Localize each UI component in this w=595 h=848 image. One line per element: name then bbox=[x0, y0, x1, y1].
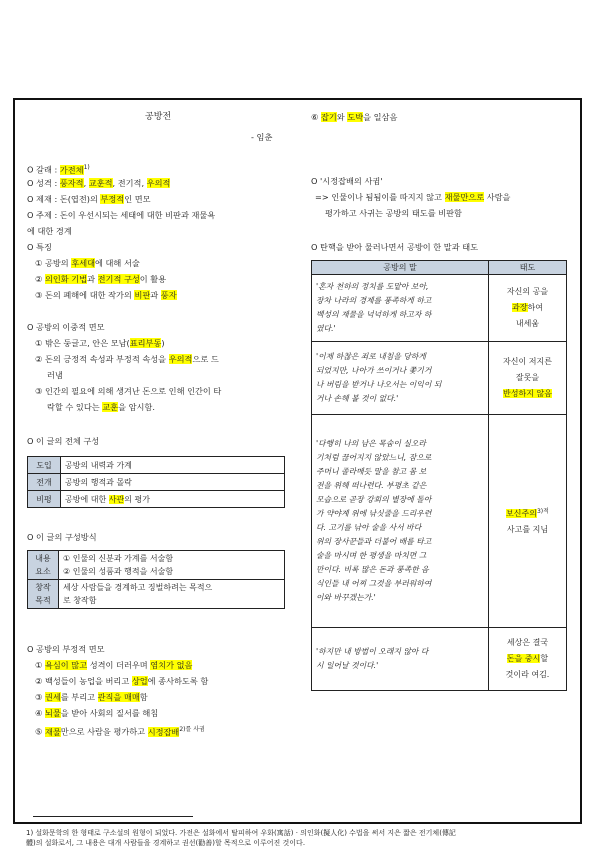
footnote-1b: 體)의 설화로서, 그 내용은 대개 사람들을 경계하고 권선(勸善)할 목적으로 이루어진 것이다. bbox=[26, 839, 306, 847]
highlighted-text: 가전체 bbox=[59, 164, 84, 175]
text-segment: 내세움 bbox=[515, 319, 540, 328]
nature bbox=[27, 178, 170, 189]
footnote-marker: 2)를 사귐 bbox=[179, 726, 205, 733]
structure-row bbox=[28, 457, 285, 474]
dual-3a: ③ 인간의 필요에 의해 생겨난 돈으로 인해 인간이 타 bbox=[35, 386, 222, 396]
text-segment: 자신의 공을 bbox=[506, 287, 549, 296]
words-line: '혼자 천하의 정치를 도맡아 보아, bbox=[316, 282, 429, 291]
words-row bbox=[312, 628, 567, 691]
text-segment: 에 대해 서술 bbox=[95, 258, 140, 268]
words-line: '다행히 나의 남은 목숨이 실오라 bbox=[316, 439, 426, 448]
method-value-2 bbox=[59, 580, 285, 609]
sijeong-line-2: 평가하고 사귀는 공방의 태도를 비판함 bbox=[325, 208, 462, 218]
words-attitude-table bbox=[311, 260, 567, 691]
highlighted-text: 풍자 bbox=[160, 290, 177, 300]
words-line: 되었지만, 나아가 쓰이거나 쫓기거 bbox=[316, 366, 432, 375]
text-segment: ① 밖은 둥글고, 안은 모남( bbox=[35, 338, 130, 348]
highlighted-text: 반성하지 않음 bbox=[503, 389, 552, 398]
highlighted-text: 잡기 bbox=[320, 112, 337, 122]
text-segment: 자신이 저지른 bbox=[503, 357, 552, 366]
highlighted-text: 재물만으로 bbox=[444, 192, 485, 202]
text-segment: ② 백성들이 농업을 버리고 bbox=[35, 676, 132, 686]
text-segment: 함 bbox=[139, 692, 148, 702]
attitude-cell bbox=[489, 628, 567, 691]
text-segment: 에 종사하도록 함 bbox=[147, 676, 209, 686]
structure-heading: O 이 글의 전체 구성 bbox=[27, 436, 100, 446]
words-col-header: 공방의 말 bbox=[312, 261, 489, 275]
highlighted-text: 욕심이 많고 bbox=[44, 660, 88, 670]
negative-heading: O 공방의 부정적 면모 bbox=[27, 644, 105, 654]
words-line: 였다.' bbox=[316, 324, 336, 333]
negative-4 bbox=[35, 708, 158, 719]
negative-3 bbox=[35, 692, 148, 703]
words-line: 장차 나라의 경제를 풍족하게 하고 bbox=[316, 296, 432, 305]
words-line: 위의 장사꾼들과 더불어 배를 타고 bbox=[316, 537, 432, 546]
method-key-2a: 창작 bbox=[35, 583, 51, 592]
highlighted-text: 재물 bbox=[44, 726, 61, 737]
method-value-2a: 세상 사람들을 경계하고 징벌하려는 목적으 bbox=[63, 583, 213, 592]
author: - 임춘 bbox=[251, 132, 273, 142]
words-line: 백성의 재물을 넉넉하게 하고자 하 bbox=[316, 310, 432, 319]
method-key-1a: 내용 bbox=[35, 554, 51, 563]
text-segment: 인 면모 bbox=[124, 194, 151, 204]
dual-1 bbox=[35, 338, 165, 349]
highlighted-text: 도박 bbox=[347, 112, 364, 122]
highlighted-text: 시정잡배 bbox=[147, 726, 180, 737]
highlighted-text: 풍자적 bbox=[59, 178, 84, 188]
footnote-divider bbox=[33, 816, 193, 817]
text-segment: 락할 수 있다는 bbox=[47, 402, 103, 412]
feature-heading: O 특징 bbox=[27, 242, 52, 252]
theme-line-2: 에 대한 경계 bbox=[27, 226, 72, 236]
highlighted-text: 우의적 bbox=[168, 354, 193, 364]
structure-key: 전개 bbox=[28, 474, 61, 491]
negative-2 bbox=[35, 676, 208, 687]
text-segment: ⑤ bbox=[35, 726, 45, 737]
text-segment: O 제재 : 돈(엽전)의 bbox=[27, 194, 101, 204]
attitude-col-header: 태도 bbox=[489, 261, 567, 275]
text-segment: 으로 드 bbox=[192, 354, 219, 364]
text-segment: ③ bbox=[35, 692, 45, 702]
structure-row bbox=[28, 474, 285, 491]
words-line: 이와 바꾸겠는가.' bbox=[316, 593, 376, 602]
text-segment: 공방의 행적과 몰락 bbox=[65, 477, 132, 487]
method-table bbox=[27, 550, 285, 609]
text-segment: O 갈래 : bbox=[27, 164, 60, 175]
footnote-1a: 1) 설화문학의 한 형태로 구소설의 원형이 되었다. 가전은 설화에서 탈피하여 우화(寓話) · 의인화(擬人化) 수법을 써서 지은 짧은 전기체(傳記 bbox=[26, 829, 456, 837]
text-segment: 공방의 내력과 가계 bbox=[65, 460, 132, 470]
highlighted-text: 비판 bbox=[134, 290, 151, 300]
highlighted-text: 권세 bbox=[44, 692, 61, 702]
attitude-line bbox=[493, 284, 562, 300]
text-segment: 것이라 여김. bbox=[505, 670, 550, 679]
structure-row bbox=[28, 491, 285, 508]
text-segment: 과 bbox=[87, 274, 98, 284]
highlighted-text: 염치가 없음 bbox=[150, 660, 193, 670]
highlighted-text: 전기적 구성 bbox=[97, 274, 140, 284]
words-line: 주머니 졸라매듯 말을 참고 몸 보 bbox=[316, 467, 427, 476]
negative-5 bbox=[35, 724, 205, 738]
method-value-1a: ① 인물의 신분과 가계를 서술함 bbox=[63, 554, 174, 563]
words-line: 모습으로 곧장 강회의 별장에 돌아 bbox=[316, 495, 432, 504]
text-segment: 를 부리고 bbox=[60, 692, 98, 702]
text-segment: ① bbox=[35, 660, 45, 670]
method-value-1 bbox=[59, 551, 285, 580]
text-segment: , bbox=[83, 178, 89, 188]
structure-value bbox=[61, 491, 285, 508]
dual-3b bbox=[47, 402, 155, 413]
text-segment: ⑥ bbox=[311, 112, 321, 122]
method-value-1b: ② 인물의 성품과 행적을 서술함 bbox=[63, 567, 174, 576]
highlighted-text: 뇌물 bbox=[44, 708, 61, 718]
words-line: 전을 위해 떠나련다. 부평초 같은 bbox=[316, 481, 427, 490]
text-segment: 할 bbox=[540, 654, 549, 663]
text-segment: ) bbox=[161, 338, 165, 348]
text-segment: 만으로 사람을 평가하고 bbox=[60, 726, 148, 737]
text-segment: 사람을 bbox=[484, 192, 511, 202]
text-segment: 의 평가 bbox=[124, 494, 150, 504]
text-segment: 성격이 더러우며 bbox=[87, 660, 151, 670]
text-segment: 잘못을 bbox=[515, 373, 540, 382]
negative-1 bbox=[35, 660, 192, 671]
attitude-line bbox=[493, 316, 562, 332]
method-key-2b: 목적 bbox=[35, 596, 51, 605]
attitude-line bbox=[493, 522, 562, 538]
footnote-marker: 3)적 bbox=[536, 507, 549, 515]
structure-value bbox=[61, 474, 285, 491]
attitude-line bbox=[493, 354, 562, 370]
text-segment: 사고를 지님 bbox=[506, 525, 549, 535]
structure-value bbox=[61, 457, 285, 474]
feature-1 bbox=[35, 258, 140, 269]
words-line: 나 버림을 받거나 나오서는 이익이 되 bbox=[316, 380, 442, 389]
text-segment: 하여 bbox=[527, 303, 543, 312]
words-row bbox=[312, 415, 567, 628]
highlighted-text: 사관 bbox=[108, 494, 125, 504]
text-segment: , 전기적, bbox=[112, 178, 147, 188]
negative-6 bbox=[311, 112, 397, 123]
text-segment: 공방에 대한 bbox=[65, 494, 109, 504]
words-row bbox=[312, 275, 567, 342]
attitude-line bbox=[493, 667, 562, 683]
footnote-marker: 1) bbox=[83, 164, 90, 171]
text-segment: 을 받아 사회의 질서를 해침 bbox=[60, 708, 159, 718]
sijeong-heading: O '시정잡배의 사귐' bbox=[311, 176, 383, 186]
highlighted-text: 의인화 기법 bbox=[44, 274, 88, 284]
sijeong-line-1 bbox=[315, 192, 510, 203]
words-cell bbox=[312, 275, 489, 342]
dual-2b: 러냄 bbox=[47, 370, 63, 380]
method-key-1b: 요소 bbox=[35, 567, 51, 576]
highlighted-text: 우의적 bbox=[146, 178, 171, 188]
attitude-cell bbox=[489, 415, 567, 628]
words-line: 다. 고기를 낚아 술을 사서 바다 bbox=[316, 523, 422, 532]
words-cell bbox=[312, 342, 489, 415]
attitude-cell bbox=[489, 275, 567, 342]
words-line: 거나 손해 볼 것이 없다.' bbox=[316, 394, 399, 403]
highlighted-text: 표리부동 bbox=[129, 338, 162, 348]
dual-heading: O 공방의 이중적 면모 bbox=[27, 322, 105, 332]
words-line: 술을 마시며 한 평생을 마치면 그 bbox=[316, 551, 427, 560]
highlighted-text: 후세대 bbox=[71, 258, 96, 268]
dual-2a bbox=[35, 354, 219, 365]
highlighted-text: 교훈 bbox=[102, 402, 119, 412]
highlighted-text: 관직을 매매 bbox=[97, 692, 140, 702]
subject bbox=[27, 194, 151, 205]
method-value-2b: 로 창작함 bbox=[63, 596, 97, 605]
highlighted-text: 보신주의 bbox=[506, 509, 537, 519]
words-line: 만이다. 비록 많은 돈과 풍족한 음 bbox=[316, 565, 429, 574]
method-key-1 bbox=[28, 551, 59, 580]
structure-table bbox=[27, 456, 285, 508]
method-heading: O 이 글의 구성방식 bbox=[27, 532, 97, 542]
words-cell bbox=[312, 628, 489, 691]
highlighted-text: 부정적 bbox=[100, 194, 125, 204]
words-line: 기처럼 끊어지지 않았느니, 잠으로 bbox=[316, 453, 432, 462]
feature-3 bbox=[35, 290, 177, 301]
text-segment: ① 공방의 bbox=[35, 258, 72, 268]
doc-title: 공방전 bbox=[145, 112, 172, 122]
text-segment: ③ 돈의 폐해에 대한 작가의 bbox=[35, 290, 135, 300]
text-segment: ② bbox=[35, 274, 45, 284]
structure-key: 도입 bbox=[28, 457, 61, 474]
attitude-cell bbox=[489, 342, 567, 415]
feature-2 bbox=[35, 274, 166, 285]
attitude-line bbox=[493, 370, 562, 386]
highlighted-text: 돈을 중시 bbox=[506, 654, 541, 663]
words-line: 식인들 내 어찌 그것을 부러워하여 bbox=[316, 579, 432, 588]
text-segment: ④ bbox=[35, 708, 45, 718]
text-segment: O 성격 : bbox=[27, 178, 60, 188]
attitude-line bbox=[493, 300, 562, 316]
highlighted-text: 교훈적 bbox=[88, 178, 113, 188]
genre bbox=[27, 162, 90, 176]
text-segment: 과 bbox=[150, 290, 161, 300]
words-line: '하지만 내 방법이 오래지 않아 다 bbox=[316, 647, 429, 656]
text-segment: 을 암시함. bbox=[118, 402, 155, 412]
structure-key: 비평 bbox=[28, 491, 61, 508]
method-key-2 bbox=[28, 580, 59, 609]
attitude-line bbox=[493, 635, 562, 651]
highlighted-text: 과장 bbox=[512, 303, 528, 312]
highlighted-text: 상업 bbox=[131, 676, 148, 686]
text-segment: => 인물이나 됨됨이를 따지지 않고 bbox=[315, 192, 445, 202]
words-line: '이제 하찮은 죄로 내침을 당하게 bbox=[316, 352, 426, 361]
text-segment: 이 활용 bbox=[139, 274, 167, 284]
words-cell bbox=[312, 415, 489, 628]
document-frame bbox=[13, 98, 582, 824]
impeach-heading: O 탄핵을 받아 물러나면서 공방이 한 말과 태도 bbox=[311, 242, 479, 252]
words-row bbox=[312, 342, 567, 415]
text-segment: 세상은 결국 bbox=[506, 638, 549, 647]
text-segment: ② 돈의 긍정적 속성과 부정적 속성을 bbox=[35, 354, 169, 364]
attitude-line bbox=[493, 504, 562, 523]
text-segment: 와 bbox=[336, 112, 348, 122]
attitude-line bbox=[493, 651, 562, 667]
words-line: 가 약야계 위에 낚싯줄을 드리우련 bbox=[316, 509, 432, 518]
words-line: 시 일어날 것이다.' bbox=[316, 661, 379, 670]
text-segment: 을 일삼음 bbox=[363, 112, 398, 122]
attitude-line bbox=[493, 386, 562, 402]
theme-line-1: O 주제 : 돈이 우선시되는 세태에 대한 비판과 재물욕 bbox=[27, 210, 216, 220]
